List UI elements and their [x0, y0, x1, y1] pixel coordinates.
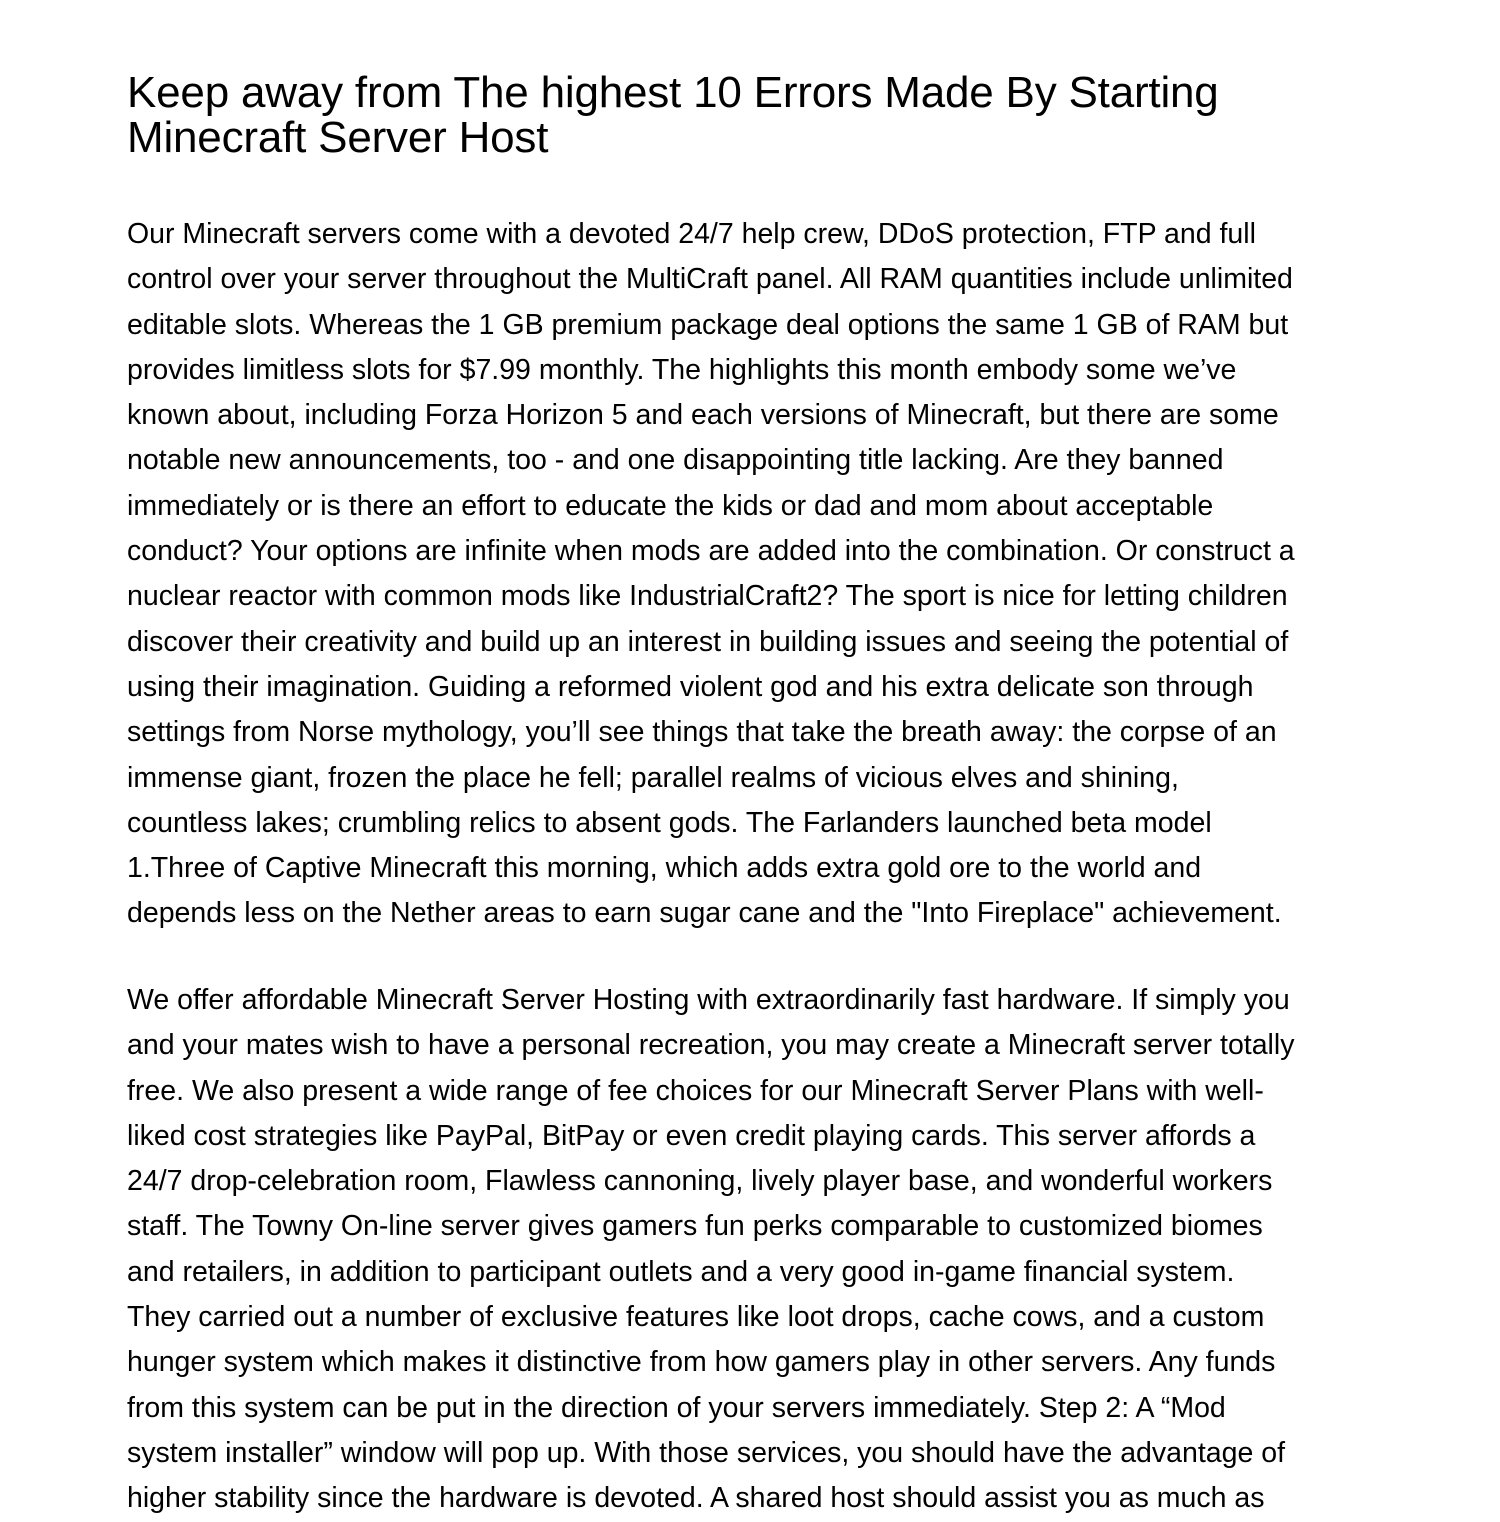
title-line: Minecraft Server Host	[127, 113, 549, 162]
text-line: staff. The Towny On-line server gives gamers fun perks comparable to customized biomes	[127, 1210, 1263, 1243]
text-line: depends less on the Nether areas to earn sugar cane and the "Into Fireplace" achievement.	[127, 897, 1282, 930]
page-title	[127, 70, 1219, 160]
text-line: 1.Three of Captive Minecraft this morning, which adds extra gold ore to the world and	[127, 852, 1202, 885]
text-line: and your mates wish to have a personal recreation, you may create a Minecraft server totally	[127, 1029, 1295, 1062]
text-line: editable slots. Whereas the 1 GB premium package deal options the same 1 GB of RAM but	[127, 308, 1289, 341]
text-line: discover their creativity and build up an interest in building issues and seeing the potential of	[127, 625, 1289, 658]
text-line: hunger system which makes it distinctive from how gamers play in other servers. Any funds	[127, 1346, 1276, 1379]
title-line: Keep away from The highest 10 Errors Made By Starting	[127, 68, 1219, 117]
text-line: nuclear reactor with common mods like IndustrialCraft2? The sport is nice for letting children	[127, 580, 1288, 613]
text-line: using their imagination. Guiding a reformed violent god and his extra delicate son through	[127, 670, 1254, 703]
text-line: higher stability since the hardware is devoted. A shared host should assist you as much as	[127, 1482, 1265, 1515]
body-paragraph-1	[127, 212, 1295, 937]
text-line: conduct? Your options are infinite when mods are added into the combination. Or construct a	[127, 535, 1295, 568]
text-line: Our Minecraft servers come with a devoted 24/7 help crew, DDoS protection, FTP and full	[127, 218, 1256, 250]
text-line: and retailers, in addition to participant outlets and a very good in-game financial system.	[127, 1255, 1235, 1288]
text-line: system installer” window will pop up. With those services, you should have the advantage of	[127, 1436, 1286, 1469]
body-paragraph-2	[127, 978, 1294, 1522]
text-line: liked cost strategies like PayPal, BitPay or even credit playing cards. This server affords a	[127, 1119, 1256, 1152]
text-line: 24/7 drop-celebration room, Flawless cannoning, lively player base, and wonderful workers	[127, 1165, 1273, 1198]
text-line: notable new announcements, too - and one disappointing title lacking. Are they banned	[127, 444, 1224, 477]
text-line: settings from Norse mythology, you’ll see things that take the breath away: the corpse of an	[127, 716, 1277, 749]
text-line: control over your server throughout the MultiCraft panel. All RAM quantities include unlimited	[127, 263, 1293, 296]
text-line: known about, including Forza Horizon 5 and each versions of Minecraft, but there are some	[127, 399, 1279, 432]
text-line: immediately or is there an effort to educate the kids or dad and mom about acceptable	[127, 489, 1214, 522]
text-line: from this system can be put in the direction of your servers immediately. Step 2: A “Mod	[127, 1391, 1226, 1424]
text-line: countless lakes; crumbling relics to absent gods. The Farlanders launched beta model	[127, 806, 1212, 839]
text-line: They carried out a number of exclusive features like loot drops, cache cows, and a custom	[127, 1301, 1265, 1334]
text-line: immense giant, frozen the place he fell; parallel realms of vicious elves and shining,	[127, 761, 1179, 794]
text-line: free. We also present a wide range of fee choices for our Minecraft Server Plans with well-	[127, 1074, 1264, 1107]
text-line: provides limitless slots for $7.99 monthly. The highlights this month embody some we’ve	[127, 353, 1237, 386]
text-line: We offer affordable Minecraft Server Hosting with extraordinarily fast hardware. If simply you	[127, 984, 1290, 1016]
